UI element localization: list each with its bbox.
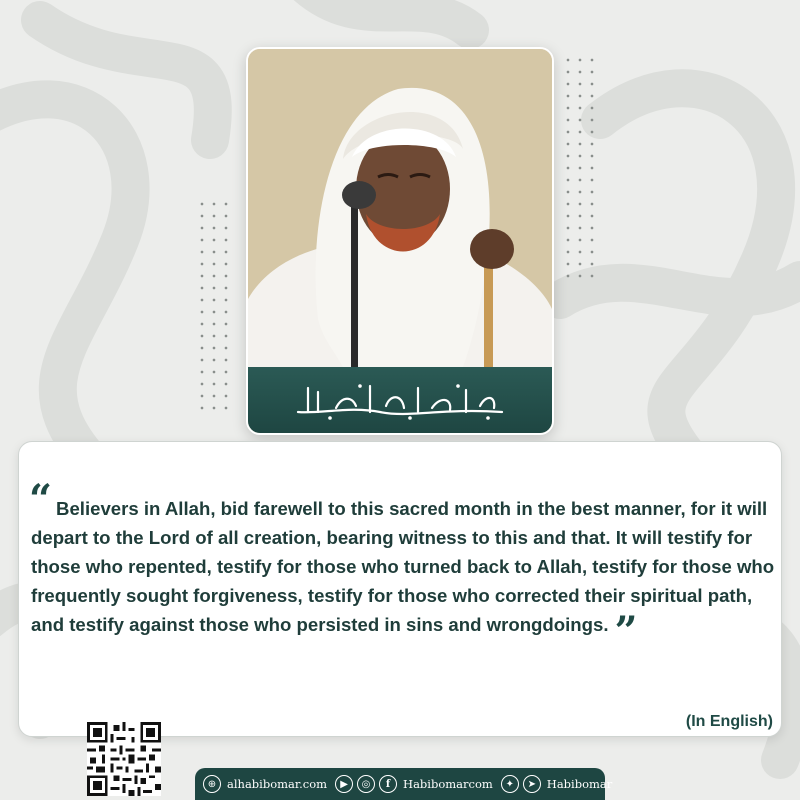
youtube-icon[interactable]: ▶: [335, 775, 353, 793]
calligraphy-name-logo: [290, 378, 510, 422]
website-link[interactable]: alhabibomar.com: [227, 777, 328, 791]
name-banner: [248, 367, 552, 433]
dot-pattern-right: [562, 54, 598, 280]
social-bar: [195, 768, 613, 800]
facebook-icon[interactable]: f: [379, 775, 397, 793]
quote-paragraph: [29, 476, 781, 655]
telegram-icon[interactable]: ➤: [523, 775, 541, 793]
open-quote-icon: “: [29, 476, 53, 523]
facebook-handle[interactable]: Habibomarcom: [403, 777, 493, 791]
quote-card: [18, 441, 782, 737]
instagram-icon[interactable]: ◎: [357, 775, 375, 793]
portrait-photo: [248, 49, 552, 367]
close-quote-icon: ”: [614, 608, 638, 655]
quote-body: Believers in Allah, bid farewell to this sacred month in the best manner, for it will depart to the Lord of all creation, bearing witness to this and that. It will testify for those who repented, testify for those who turned back to Allah, testify for those who frequently sought forgiveness, testify for those who corrected their spiritual path, and testify against those who persisted in sins and wrongdoings.: [31, 498, 775, 635]
telegram-handle[interactable]: Habibomar: [546, 777, 613, 791]
twitter-icon[interactable]: ✦: [501, 775, 519, 793]
language-tag: (In English): [685, 713, 773, 730]
globe-icon[interactable]: ⊕: [203, 775, 221, 793]
dot-pattern-left: [196, 198, 232, 412]
qr-code[interactable]: [87, 722, 161, 796]
portrait-card: [246, 47, 554, 435]
